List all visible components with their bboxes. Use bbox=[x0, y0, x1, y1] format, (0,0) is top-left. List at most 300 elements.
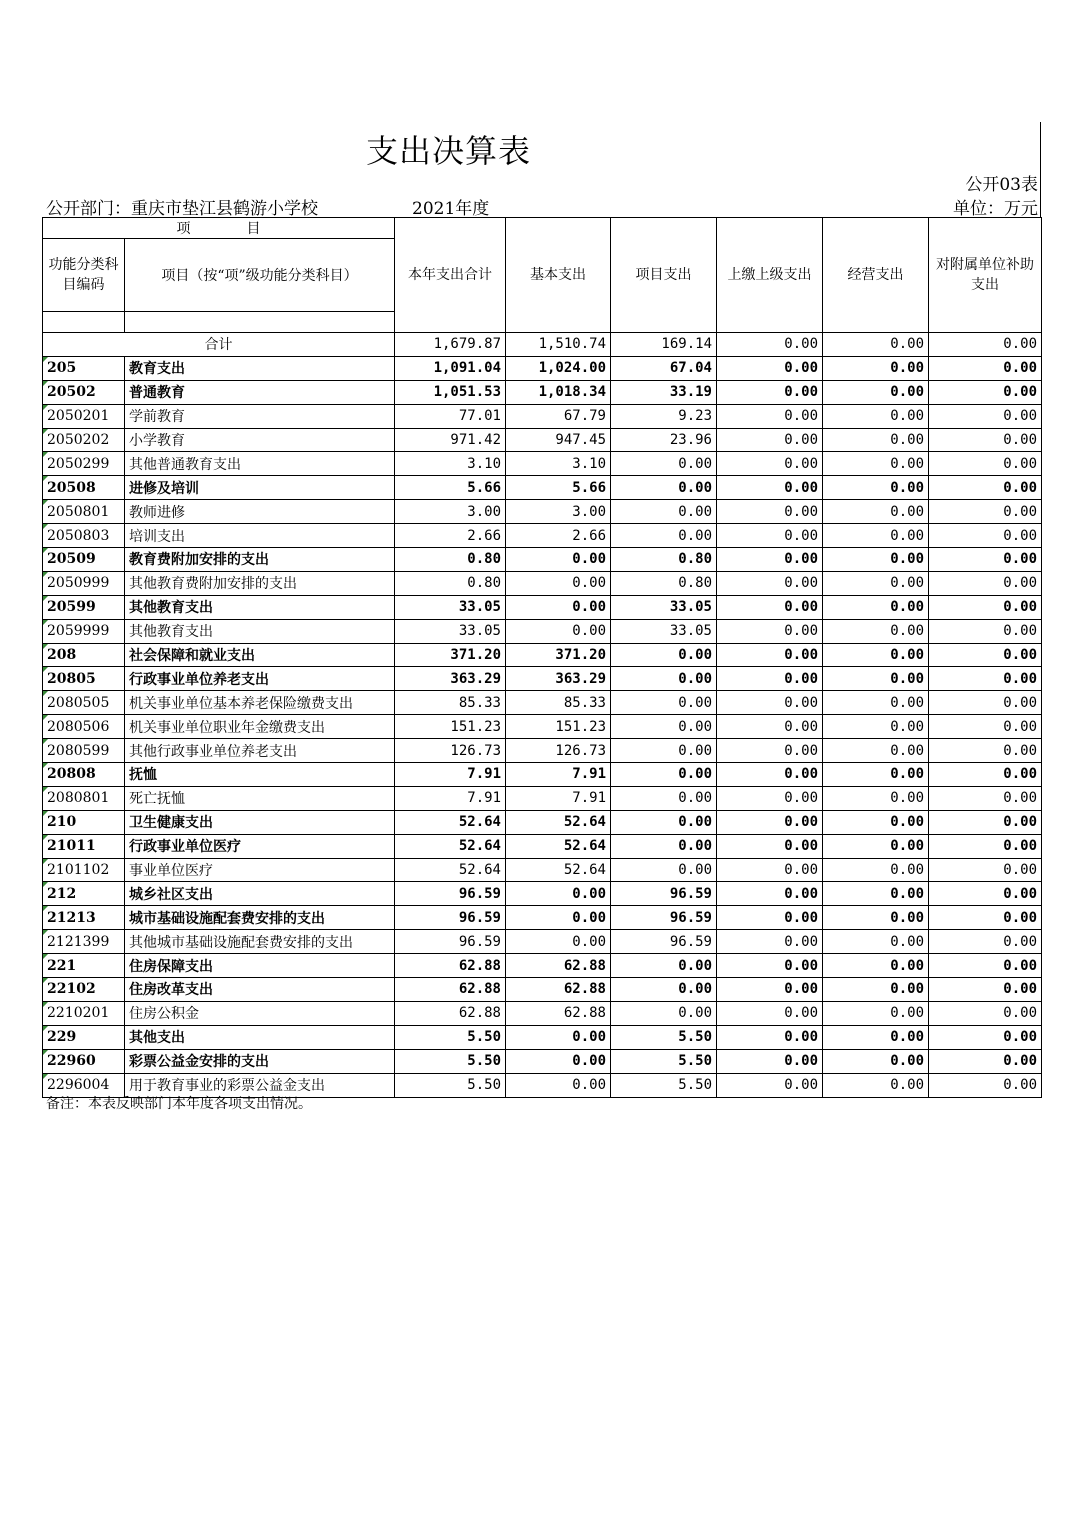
table-code: 公开03表 bbox=[965, 175, 1038, 195]
row-value: 0.00 bbox=[611, 858, 717, 882]
row-value: 0.00 bbox=[823, 643, 929, 667]
row-value: 33.05 bbox=[611, 595, 717, 619]
department-label: 公开部门：重庆市垫江县鹤游小学校 bbox=[46, 199, 318, 219]
row-value: 0.00 bbox=[611, 786, 717, 810]
row-code: 20502 bbox=[43, 380, 125, 404]
header-col-basic: 基本支出 bbox=[506, 218, 611, 333]
row-value: 5.50 bbox=[395, 1025, 506, 1049]
row-value: 0.00 bbox=[823, 452, 929, 476]
row-name: 住房公积金 bbox=[125, 1001, 395, 1025]
row-value: 371.20 bbox=[395, 643, 506, 667]
total-value: 0.00 bbox=[823, 333, 929, 357]
row-value: 0.00 bbox=[823, 428, 929, 452]
row-value: 0.00 bbox=[823, 1049, 929, 1073]
row-code: 210 bbox=[43, 810, 125, 834]
row-value: 0.00 bbox=[717, 619, 823, 643]
table-row bbox=[43, 619, 1042, 643]
footnote: 备注：本表反映部门本年度各项支出情况。 bbox=[46, 1096, 312, 1112]
header-code: 功能分类科目编码 bbox=[43, 239, 125, 312]
row-value: 85.33 bbox=[395, 691, 506, 715]
row-value: 0.00 bbox=[929, 1073, 1042, 1097]
margin-rule bbox=[1040, 122, 1041, 218]
table-row bbox=[43, 1049, 1042, 1073]
row-value: 3.10 bbox=[506, 452, 611, 476]
table-row bbox=[43, 954, 1042, 978]
row-value: 52.64 bbox=[395, 810, 506, 834]
row-name: 城市基础设施配套费安排的支出 bbox=[125, 906, 395, 930]
row-name: 用于教育事业的彩票公益金支出 bbox=[125, 1073, 395, 1097]
table-row bbox=[43, 691, 1042, 715]
row-value: 3.00 bbox=[506, 500, 611, 524]
row-code: 20508 bbox=[43, 476, 125, 500]
row-value: 33.05 bbox=[611, 619, 717, 643]
table-row bbox=[43, 595, 1042, 619]
table-row bbox=[43, 548, 1042, 572]
row-value: 0.00 bbox=[611, 763, 717, 787]
page-title: 支出决算表 bbox=[366, 132, 532, 170]
row-value: 7.91 bbox=[506, 786, 611, 810]
row-value: 0.80 bbox=[395, 548, 506, 572]
expenditure-table bbox=[42, 217, 1042, 1098]
row-name: 普通教育 bbox=[125, 380, 395, 404]
row-value: 0.00 bbox=[929, 954, 1042, 978]
row-value: 33.19 bbox=[611, 380, 717, 404]
row-value: 0.00 bbox=[823, 500, 929, 524]
row-value: 0.00 bbox=[717, 500, 823, 524]
row-code: 20808 bbox=[43, 763, 125, 787]
row-value: 0.00 bbox=[506, 595, 611, 619]
row-value: 0.00 bbox=[717, 739, 823, 763]
row-value: 0.00 bbox=[823, 667, 929, 691]
table-row bbox=[43, 930, 1042, 954]
row-name: 社会保障和就业支出 bbox=[125, 643, 395, 667]
row-value: 62.88 bbox=[506, 978, 611, 1002]
row-value: 62.88 bbox=[506, 1001, 611, 1025]
row-value: 77.01 bbox=[395, 404, 506, 428]
row-value: 0.00 bbox=[823, 763, 929, 787]
table-row bbox=[43, 858, 1042, 882]
row-value: 0.00 bbox=[929, 356, 1042, 380]
row-value: 0.00 bbox=[823, 715, 929, 739]
table-row bbox=[43, 786, 1042, 810]
row-value: 126.73 bbox=[395, 739, 506, 763]
row-name: 卫生健康支出 bbox=[125, 810, 395, 834]
row-value: 0.80 bbox=[611, 548, 717, 572]
row-value: 0.00 bbox=[929, 500, 1042, 524]
row-value: 0.00 bbox=[506, 906, 611, 930]
table-row bbox=[43, 667, 1042, 691]
year-label: 2021年度 bbox=[412, 199, 490, 219]
row-value: 1,024.00 bbox=[506, 356, 611, 380]
header-gap-cell bbox=[43, 312, 125, 333]
row-value: 62.88 bbox=[506, 954, 611, 978]
header-col-business: 经营支出 bbox=[823, 218, 929, 333]
total-label: 合计 bbox=[43, 333, 395, 357]
table-row bbox=[43, 404, 1042, 428]
row-code: 212 bbox=[43, 882, 125, 906]
row-value: 3.10 bbox=[395, 452, 506, 476]
row-name: 教育费附加安排的支出 bbox=[125, 548, 395, 572]
row-code: 2050999 bbox=[43, 571, 125, 595]
row-value: 971.42 bbox=[395, 428, 506, 452]
row-value: 0.00 bbox=[929, 428, 1042, 452]
row-value: 0.00 bbox=[929, 619, 1042, 643]
row-value: 52.64 bbox=[506, 810, 611, 834]
row-value: 0.00 bbox=[823, 882, 929, 906]
row-value: 0.00 bbox=[611, 524, 717, 548]
row-value: 0.00 bbox=[929, 691, 1042, 715]
row-value: 0.00 bbox=[506, 619, 611, 643]
row-value: 96.59 bbox=[611, 882, 717, 906]
row-value: 0.00 bbox=[823, 524, 929, 548]
row-name: 其他支出 bbox=[125, 1025, 395, 1049]
row-code: 2080506 bbox=[43, 715, 125, 739]
row-name: 其他行政事业单位养老支出 bbox=[125, 739, 395, 763]
row-value: 0.00 bbox=[506, 882, 611, 906]
row-value: 0.00 bbox=[611, 452, 717, 476]
row-value: 1,018.34 bbox=[506, 380, 611, 404]
row-value: 151.23 bbox=[506, 715, 611, 739]
row-value: 0.00 bbox=[929, 739, 1042, 763]
row-value: 0.00 bbox=[611, 739, 717, 763]
row-value: 7.91 bbox=[395, 786, 506, 810]
row-value: 0.00 bbox=[929, 882, 1042, 906]
row-value: 0.00 bbox=[823, 380, 929, 404]
row-value: 0.00 bbox=[717, 595, 823, 619]
row-value: 0.00 bbox=[929, 1049, 1042, 1073]
row-value: 0.00 bbox=[717, 882, 823, 906]
row-value: 0.00 bbox=[717, 356, 823, 380]
row-value: 0.00 bbox=[717, 548, 823, 572]
row-name: 死亡抚恤 bbox=[125, 786, 395, 810]
table-row bbox=[43, 643, 1042, 667]
row-value: 0.00 bbox=[717, 1073, 823, 1097]
row-code: 20599 bbox=[43, 595, 125, 619]
row-value: 0.00 bbox=[506, 930, 611, 954]
row-name: 教师进修 bbox=[125, 500, 395, 524]
row-code: 2050201 bbox=[43, 404, 125, 428]
table-row bbox=[43, 476, 1042, 500]
row-name: 其他城市基础设施配套费安排的支出 bbox=[125, 930, 395, 954]
row-value: 0.00 bbox=[823, 548, 929, 572]
row-value: 7.91 bbox=[506, 763, 611, 787]
row-code: 2080599 bbox=[43, 739, 125, 763]
row-value: 0.00 bbox=[823, 571, 929, 595]
row-value: 0.00 bbox=[823, 356, 929, 380]
row-name: 抚恤 bbox=[125, 763, 395, 787]
row-value: 0.00 bbox=[823, 786, 929, 810]
row-value: 5.66 bbox=[395, 476, 506, 500]
row-value: 0.00 bbox=[929, 930, 1042, 954]
row-value: 0.00 bbox=[717, 691, 823, 715]
row-value: 0.00 bbox=[929, 404, 1042, 428]
row-value: 0.00 bbox=[717, 1001, 823, 1025]
row-value: 363.29 bbox=[395, 667, 506, 691]
table-row bbox=[43, 882, 1042, 906]
row-value: 0.00 bbox=[611, 954, 717, 978]
row-value: 0.00 bbox=[717, 786, 823, 810]
table-row bbox=[43, 810, 1042, 834]
table-row bbox=[43, 906, 1042, 930]
row-value: 52.64 bbox=[395, 834, 506, 858]
table-row bbox=[43, 1025, 1042, 1049]
row-name: 住房保障支出 bbox=[125, 954, 395, 978]
row-value: 0.80 bbox=[611, 571, 717, 595]
row-value: 126.73 bbox=[506, 739, 611, 763]
row-value: 363.29 bbox=[506, 667, 611, 691]
row-value: 0.00 bbox=[823, 619, 929, 643]
row-value: 0.00 bbox=[929, 810, 1042, 834]
row-value: 96.59 bbox=[611, 906, 717, 930]
header-project: 项 目 bbox=[43, 218, 395, 239]
row-code: 2050299 bbox=[43, 452, 125, 476]
row-value: 0.00 bbox=[823, 906, 929, 930]
row-value: 5.50 bbox=[611, 1073, 717, 1097]
row-value: 0.00 bbox=[611, 715, 717, 739]
row-value: 0.00 bbox=[929, 548, 1042, 572]
total-row bbox=[43, 333, 1042, 357]
row-value: 0.00 bbox=[929, 763, 1042, 787]
row-value: 67.04 bbox=[611, 356, 717, 380]
row-value: 0.00 bbox=[823, 691, 929, 715]
row-value: 0.00 bbox=[929, 476, 1042, 500]
row-value: 0.00 bbox=[929, 906, 1042, 930]
row-value: 0.00 bbox=[823, 810, 929, 834]
row-value: 62.88 bbox=[395, 978, 506, 1002]
row-value: 0.00 bbox=[929, 715, 1042, 739]
row-value: 0.00 bbox=[611, 691, 717, 715]
row-value: 0.00 bbox=[611, 667, 717, 691]
row-code: 208 bbox=[43, 643, 125, 667]
header-col-total: 本年支出合计 bbox=[395, 218, 506, 333]
row-code: 2050803 bbox=[43, 524, 125, 548]
header-col-subsidy: 对附属单位补助支出 bbox=[929, 218, 1042, 333]
table-row bbox=[43, 428, 1042, 452]
row-code: 20509 bbox=[43, 548, 125, 572]
table-row bbox=[43, 834, 1042, 858]
row-value: 0.00 bbox=[611, 476, 717, 500]
row-value: 0.00 bbox=[611, 1001, 717, 1025]
row-value: 33.05 bbox=[395, 619, 506, 643]
row-code: 229 bbox=[43, 1025, 125, 1049]
row-value: 0.00 bbox=[823, 739, 929, 763]
row-name: 机关事业单位基本养老保险缴费支出 bbox=[125, 691, 395, 715]
row-value: 0.00 bbox=[823, 404, 929, 428]
row-value: 52.64 bbox=[506, 834, 611, 858]
row-value: 0.00 bbox=[611, 834, 717, 858]
row-value: 7.91 bbox=[395, 763, 506, 787]
row-value: 0.00 bbox=[823, 978, 929, 1002]
row-value: 0.00 bbox=[717, 834, 823, 858]
row-code: 2101102 bbox=[43, 858, 125, 882]
row-code: 2080505 bbox=[43, 691, 125, 715]
row-name: 其他教育支出 bbox=[125, 619, 395, 643]
unit-label: 单位：万元 bbox=[953, 199, 1038, 219]
row-value: 0.00 bbox=[506, 1049, 611, 1073]
row-value: 62.88 bbox=[395, 954, 506, 978]
row-value: 0.00 bbox=[506, 548, 611, 572]
row-value: 0.00 bbox=[717, 1049, 823, 1073]
row-code: 2080801 bbox=[43, 786, 125, 810]
row-value: 0.00 bbox=[929, 667, 1042, 691]
row-value: 67.79 bbox=[506, 404, 611, 428]
row-value: 52.64 bbox=[506, 858, 611, 882]
row-value: 0.00 bbox=[929, 786, 1042, 810]
row-value: 5.66 bbox=[506, 476, 611, 500]
row-value: 0.00 bbox=[717, 763, 823, 787]
row-value: 0.00 bbox=[929, 1025, 1042, 1049]
row-value: 0.00 bbox=[929, 524, 1042, 548]
row-code: 20805 bbox=[43, 667, 125, 691]
row-code: 221 bbox=[43, 954, 125, 978]
row-value: 0.00 bbox=[823, 930, 929, 954]
row-value: 0.00 bbox=[929, 643, 1042, 667]
header-col-project: 项目支出 bbox=[611, 218, 717, 333]
header-name: 项目（按“项”级功能分类科目） bbox=[125, 239, 395, 312]
row-value: 1,091.04 bbox=[395, 356, 506, 380]
row-value: 85.33 bbox=[506, 691, 611, 715]
row-value: 0.00 bbox=[929, 834, 1042, 858]
row-code: 21213 bbox=[43, 906, 125, 930]
row-code: 2210201 bbox=[43, 1001, 125, 1025]
row-name: 其他普通教育支出 bbox=[125, 452, 395, 476]
row-value: 9.23 bbox=[611, 404, 717, 428]
row-value: 96.59 bbox=[395, 882, 506, 906]
row-name: 机关事业单位职业年金缴费支出 bbox=[125, 715, 395, 739]
row-value: 0.00 bbox=[611, 500, 717, 524]
row-value: 0.00 bbox=[506, 571, 611, 595]
row-value: 0.00 bbox=[717, 906, 823, 930]
row-value: 0.00 bbox=[929, 380, 1042, 404]
total-value: 169.14 bbox=[611, 333, 717, 357]
row-value: 33.05 bbox=[395, 595, 506, 619]
row-value: 0.00 bbox=[506, 1025, 611, 1049]
row-value: 0.00 bbox=[717, 930, 823, 954]
row-value: 0.00 bbox=[717, 810, 823, 834]
row-value: 5.50 bbox=[395, 1073, 506, 1097]
row-code: 2059999 bbox=[43, 619, 125, 643]
total-value: 0.00 bbox=[929, 333, 1042, 357]
row-value: 1,051.53 bbox=[395, 380, 506, 404]
row-code: 2050801 bbox=[43, 500, 125, 524]
row-value: 0.00 bbox=[611, 643, 717, 667]
row-name: 学前教育 bbox=[125, 404, 395, 428]
row-value: 0.00 bbox=[823, 1073, 929, 1097]
row-name: 进修及培训 bbox=[125, 476, 395, 500]
total-value: 1,679.87 bbox=[395, 333, 506, 357]
row-value: 0.80 bbox=[395, 571, 506, 595]
row-value: 0.00 bbox=[506, 1073, 611, 1097]
table-row bbox=[43, 452, 1042, 476]
table-row bbox=[43, 739, 1042, 763]
table-row bbox=[43, 1001, 1042, 1025]
row-code: 205 bbox=[43, 356, 125, 380]
row-value: 0.00 bbox=[717, 524, 823, 548]
row-name: 教育支出 bbox=[125, 356, 395, 380]
row-value: 0.00 bbox=[717, 715, 823, 739]
row-code: 2050202 bbox=[43, 428, 125, 452]
row-value: 23.96 bbox=[611, 428, 717, 452]
row-value: 0.00 bbox=[929, 452, 1042, 476]
row-value: 0.00 bbox=[717, 404, 823, 428]
row-value: 0.00 bbox=[717, 643, 823, 667]
row-value: 0.00 bbox=[929, 1001, 1042, 1025]
row-value: 0.00 bbox=[717, 380, 823, 404]
row-value: 96.59 bbox=[611, 930, 717, 954]
row-name: 行政事业单位医疗 bbox=[125, 834, 395, 858]
row-value: 5.50 bbox=[395, 1049, 506, 1073]
row-value: 0.00 bbox=[823, 858, 929, 882]
table-row bbox=[43, 978, 1042, 1002]
row-value: 5.50 bbox=[611, 1049, 717, 1073]
table-row bbox=[43, 356, 1042, 380]
row-value: 0.00 bbox=[823, 476, 929, 500]
row-name: 小学教育 bbox=[125, 428, 395, 452]
total-value: 1,510.74 bbox=[506, 333, 611, 357]
row-name: 住房改革支出 bbox=[125, 978, 395, 1002]
row-value: 0.00 bbox=[717, 954, 823, 978]
row-code: 2296004 bbox=[43, 1073, 125, 1097]
row-name: 其他教育支出 bbox=[125, 595, 395, 619]
row-name: 城乡社区支出 bbox=[125, 882, 395, 906]
row-value: 371.20 bbox=[506, 643, 611, 667]
row-value: 52.64 bbox=[395, 858, 506, 882]
table-row bbox=[43, 715, 1042, 739]
row-value: 0.00 bbox=[823, 595, 929, 619]
row-value: 0.00 bbox=[823, 954, 929, 978]
row-value: 151.23 bbox=[395, 715, 506, 739]
row-code: 2121399 bbox=[43, 930, 125, 954]
row-value: 0.00 bbox=[929, 571, 1042, 595]
row-value: 0.00 bbox=[717, 452, 823, 476]
row-value: 0.00 bbox=[611, 810, 717, 834]
row-value: 3.00 bbox=[395, 500, 506, 524]
row-value: 96.59 bbox=[395, 906, 506, 930]
row-value: 0.00 bbox=[823, 834, 929, 858]
row-name: 培训支出 bbox=[125, 524, 395, 548]
row-name: 其他教育费附加安排的支出 bbox=[125, 571, 395, 595]
row-code: 21011 bbox=[43, 834, 125, 858]
row-code: 22102 bbox=[43, 978, 125, 1002]
row-value: 0.00 bbox=[717, 978, 823, 1002]
row-name: 彩票公益金安排的支出 bbox=[125, 1049, 395, 1073]
row-name: 事业单位医疗 bbox=[125, 858, 395, 882]
table-row bbox=[43, 500, 1042, 524]
row-value: 0.00 bbox=[929, 858, 1042, 882]
header-col-upper: 上缴上级支出 bbox=[717, 218, 823, 333]
row-value: 0.00 bbox=[717, 1025, 823, 1049]
row-value: 0.00 bbox=[611, 978, 717, 1002]
table-row bbox=[43, 763, 1042, 787]
row-value: 947.45 bbox=[506, 428, 611, 452]
table-row bbox=[43, 380, 1042, 404]
row-value: 2.66 bbox=[506, 524, 611, 548]
row-value: 0.00 bbox=[717, 858, 823, 882]
table-row bbox=[43, 524, 1042, 548]
row-value: 0.00 bbox=[717, 667, 823, 691]
row-value: 2.66 bbox=[395, 524, 506, 548]
row-value: 0.00 bbox=[823, 1025, 929, 1049]
row-value: 0.00 bbox=[717, 571, 823, 595]
row-value: 0.00 bbox=[929, 978, 1042, 1002]
total-value: 0.00 bbox=[717, 333, 823, 357]
table-row bbox=[43, 571, 1042, 595]
row-value: 0.00 bbox=[717, 476, 823, 500]
row-code: 22960 bbox=[43, 1049, 125, 1073]
row-value: 0.00 bbox=[929, 595, 1042, 619]
row-value: 0.00 bbox=[823, 1001, 929, 1025]
row-value: 96.59 bbox=[395, 930, 506, 954]
